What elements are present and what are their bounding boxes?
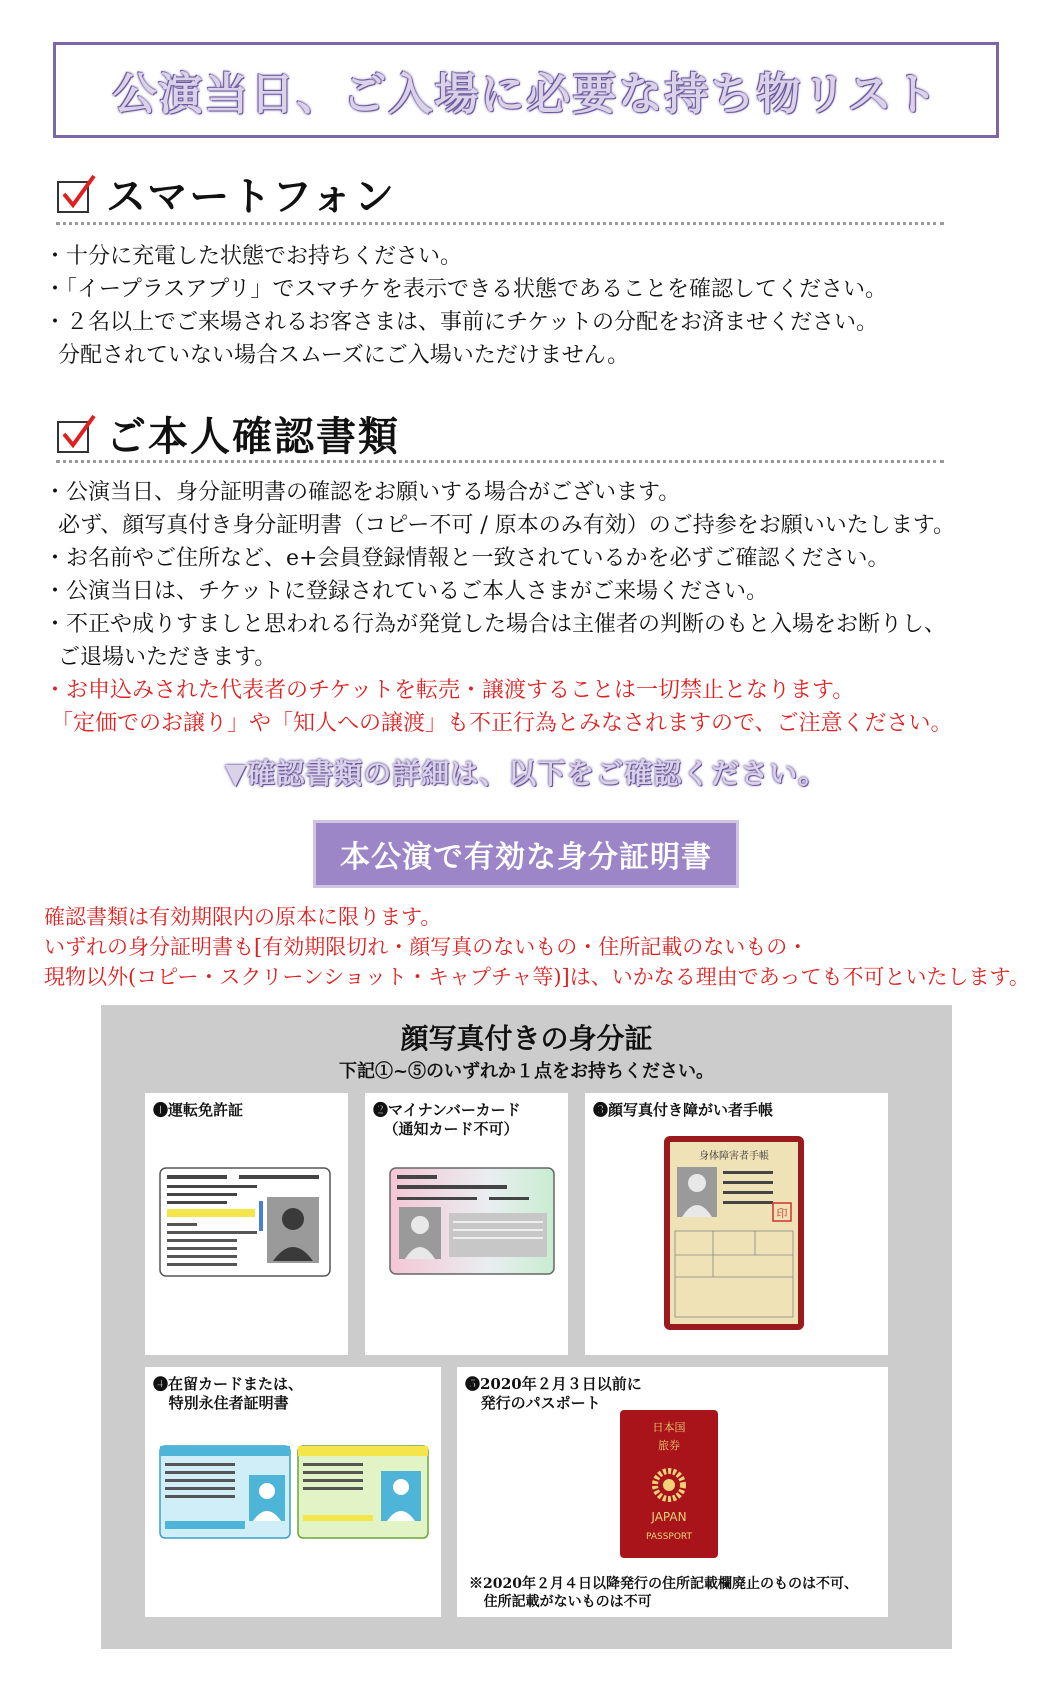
checkbox-checked-icon <box>56 414 96 454</box>
details-notice: ▼確認書類の詳細は、以下をご確認ください。 <box>224 757 828 790</box>
section-smartphone-heading <box>56 165 396 222</box>
seal-text: 印 <box>776 1207 788 1220</box>
card-label: ❹在留カードまたは、 特別永住者証明書 <box>153 1375 304 1412</box>
passport-en-text: JAPAN <box>651 1510 687 1524</box>
panel-title: 顔写真付きの身分証 <box>400 1022 653 1055</box>
smartphone-instructions <box>44 240 887 372</box>
dotted-divider <box>56 460 944 463</box>
id-instructions <box>44 476 955 740</box>
section-title: スマートフォン <box>106 173 396 220</box>
passport-note: ※2020年２月４日以降発行の住所記載欄廃止のものは不可、 住所記載がないものは不可 <box>469 1576 858 1610</box>
note-line: 確認書類は有効期限内の原本に限ります。 <box>44 905 442 929</box>
page-title: 公演当日、ご入場に必要な持ち物リスト <box>112 69 940 120</box>
instruction-line: 分配されていない場合スムーズにご入場いただけません。 <box>44 343 630 368</box>
id-card-passport <box>457 1367 888 1617</box>
valid-id-band <box>313 820 739 888</box>
note-line: いずれの身分証明書も[有効期限切れ・顔写真のないもの・住所記載のないもの・ <box>44 935 809 959</box>
warning-line: 「定価でのお譲り」や「知人への譲渡」も不正行為とみなされますので、ご注意ください。 <box>44 711 953 736</box>
warning-line: ・お申込みされた代表者のチケットを転売・譲渡することは一切禁止となります。 <box>44 678 855 703</box>
instruction-line: ・十分に充電した状態でお持ちください。 <box>44 244 463 269</box>
card-label: ❶運転免許証 <box>153 1101 244 1119</box>
panel-subtitle: 下記①~⑤のいずれか１点をお持ちください。 <box>338 1061 715 1082</box>
id-card-residence <box>145 1367 441 1617</box>
my-number-card-illustration <box>389 1167 555 1275</box>
residence-card-illustration <box>159 1445 429 1541</box>
instruction-line: ・公演当日、身分証明書の確認をお願いする場合がございます。 <box>44 480 681 505</box>
card-label: ❸顔写真付き障がい者手帳 <box>593 1101 774 1119</box>
id-card-disability-handbook <box>585 1093 888 1355</box>
instruction-line: ・不正や成りすましと思われる行為が発覚した場合は主催者の判断のもと入場をお断りし、 <box>44 612 947 637</box>
card-label: ❷マイナンバーカード （通知カード不可） <box>373 1101 521 1138</box>
title-box <box>53 42 999 138</box>
checkbox-checked-icon <box>56 174 96 214</box>
band-label: 本公演で有効な身分証明書 <box>340 840 712 875</box>
passport-illustration <box>619 1409 719 1559</box>
valid-id-note <box>44 902 1030 992</box>
note-line: 現物以外(コピー・スクリーンショット・キャプチャ等)]は、いかなる理由であっても不可といたします。 <box>44 965 1030 989</box>
id-card-my-number <box>365 1093 568 1355</box>
section-id-heading <box>56 405 400 462</box>
handbook-title: 身体障害者手帳 <box>699 1151 769 1162</box>
section-title: ご本人確認書類 <box>106 413 400 460</box>
instruction-line: ・お名前やご住所など、e+会員登録情報と一致されているかを必ずご確認ください。 <box>44 546 890 571</box>
instruction-line: ・「イープラスアプリ」でスマチケを表示できる状態であることを確認してください。 <box>44 277 888 302</box>
photo-id-panel <box>101 1005 952 1649</box>
instruction-line: ・２名以上でご来場されるお客さまは、事前にチケットの分配をお済ませください。 <box>44 310 879 335</box>
passport-word-text: 旅券 <box>658 1439 680 1452</box>
instruction-line: ご退場いただきます。 <box>44 645 277 670</box>
instruction-line: ・公演当日は、チケットに登録されているご本人さまがご来場ください。 <box>44 579 769 604</box>
instruction-line: 必ず、顔写真付き身分証明書（コピー不可 / 原本のみ有効）のご持参をお願いいたします。 <box>44 513 955 538</box>
id-card-drivers-license <box>145 1093 348 1355</box>
drivers-license-illustration <box>159 1167 331 1277</box>
passport-en-sub-text: PASSPORT <box>645 1532 693 1542</box>
card-label: ❺2020年２月３日以前に 発行のパスポート <box>465 1375 642 1412</box>
disability-handbook-illustration <box>663 1135 805 1331</box>
passport-country-text: 日本国 <box>652 1421 686 1434</box>
dotted-divider <box>56 222 944 225</box>
